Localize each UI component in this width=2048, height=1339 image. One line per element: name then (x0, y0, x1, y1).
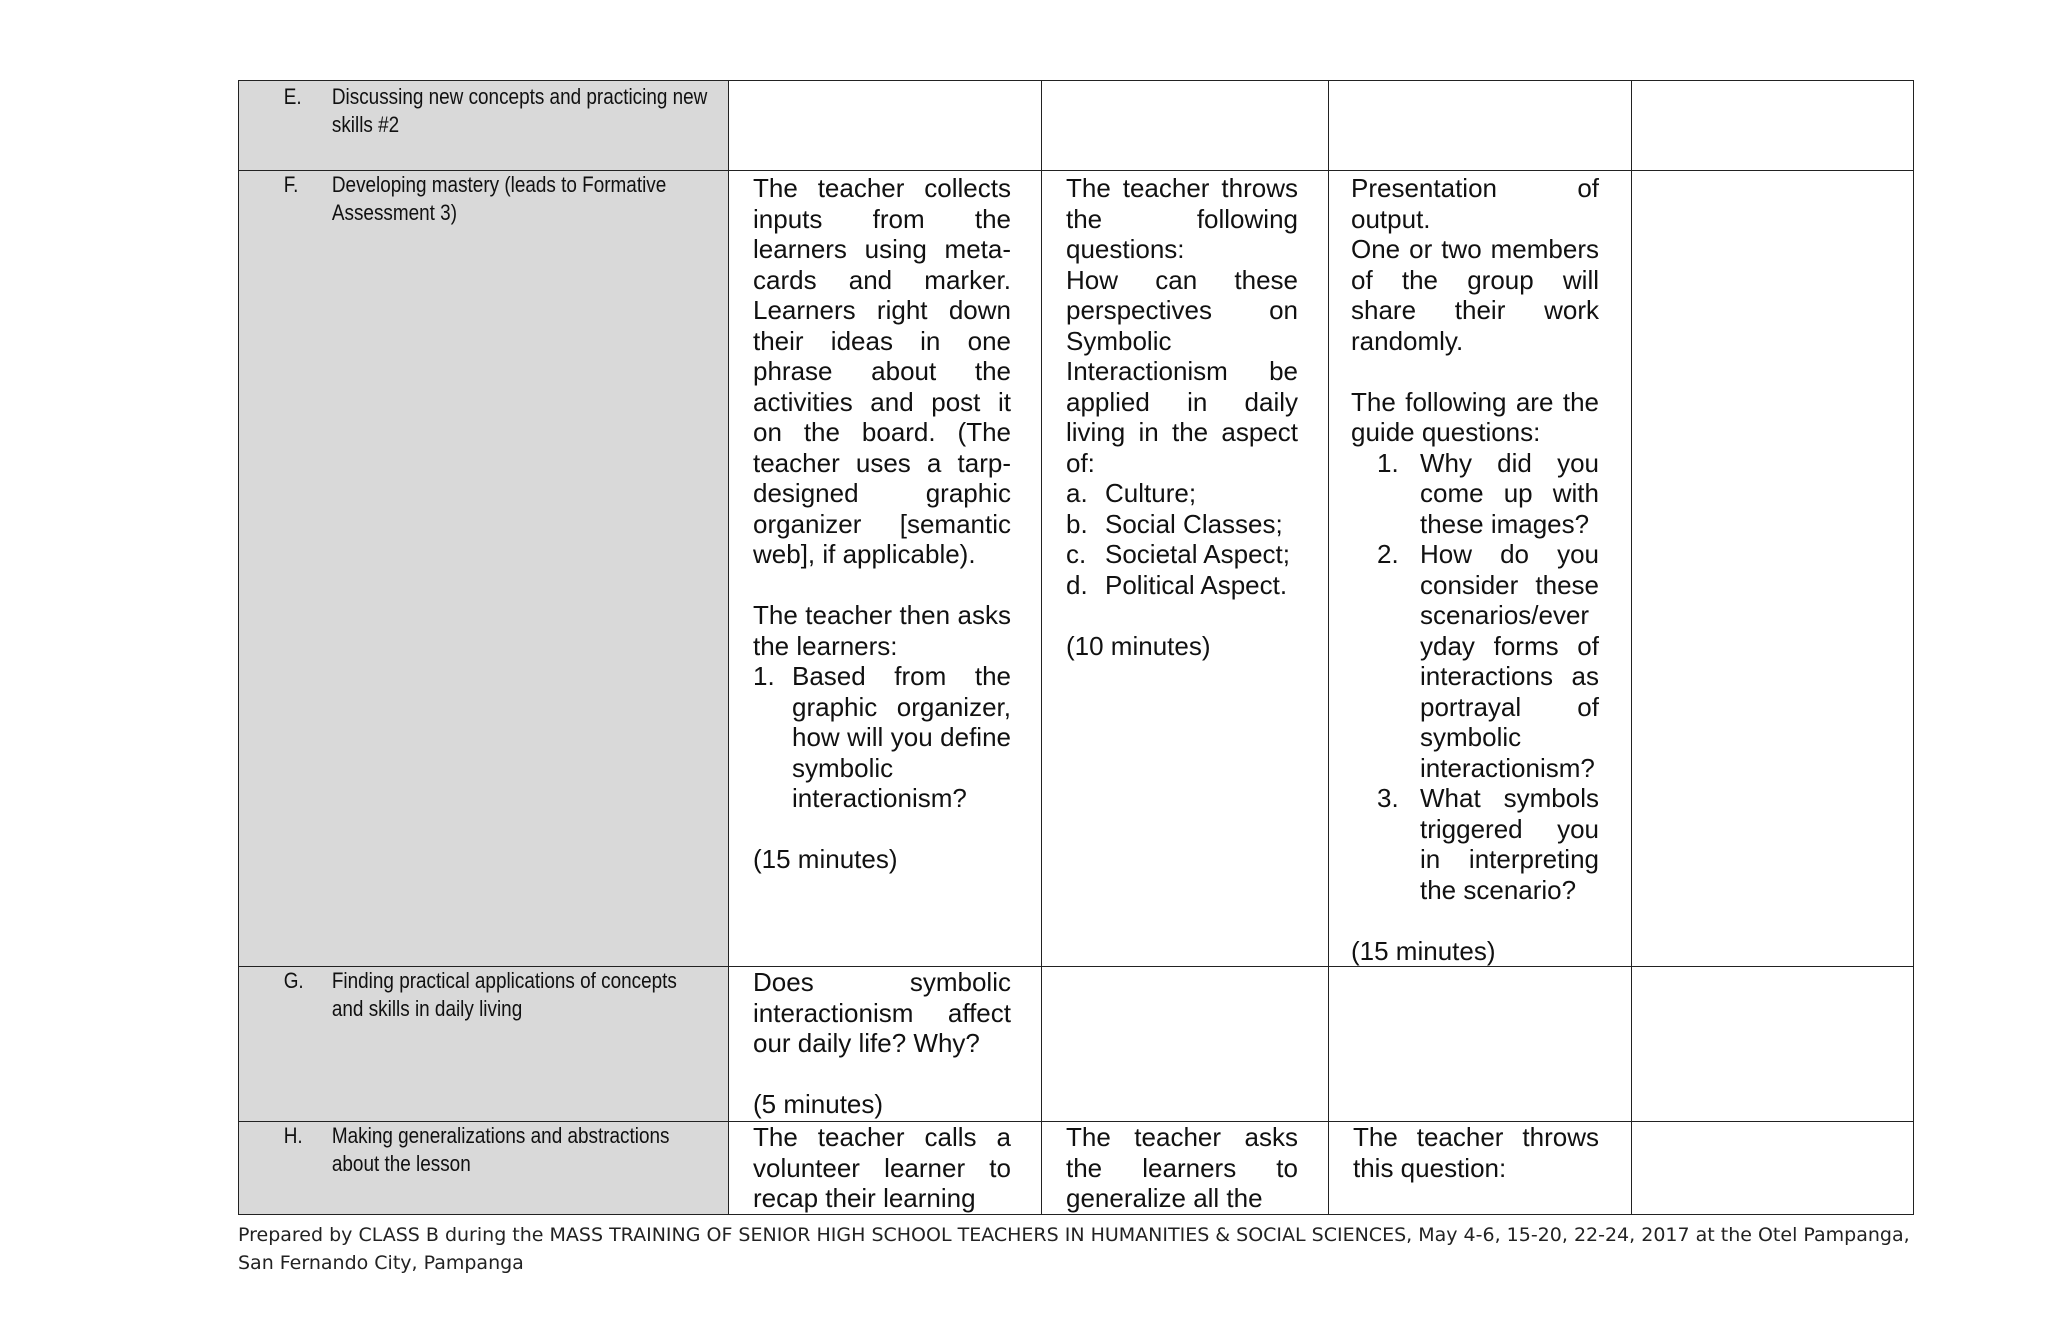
cell-f-4 (1632, 171, 1914, 967)
list-item: 2. How do you consider these scenarios/ever yday forms of interactions as portrayal of symbolic interactionism? (1377, 539, 1599, 783)
list-item: 3. What symbols triggered you in interpreting the scenario? (1377, 783, 1599, 905)
page-footer: Prepared by CLASS B during the MASS TRAINING OF SENIOR HIGH SCHOOL TEACHERS IN HUMANITIES & SOCIAL SCIENCES, May 4-6, 15-20, 22-24, 2017 at the Otel Pampanga, San Fernando City, Pampanga (238, 1224, 1910, 1274)
list-item: a. Culture; (1066, 478, 1197, 508)
cell-g-2 (1042, 967, 1329, 1122)
cell-e-1 (729, 81, 1042, 171)
paragraph: One or two members of the group will share their work randomly. (1351, 234, 1599, 356)
row-g (239, 967, 1914, 1122)
row-f-label-cell (239, 171, 729, 967)
cell-e-2 (1042, 81, 1329, 171)
row-e-label-cell (239, 81, 729, 171)
row-label: Discussing new concepts and practicing new skills #2 (331, 84, 708, 137)
cell-g-3 (1329, 967, 1632, 1122)
list-item: d. Political Aspect. (1066, 569, 1288, 600)
paragraph: The following are the guide questions: (1351, 386, 1599, 447)
paragraph: The teacher calls a volunteer learner to recap their learning (753, 1122, 1011, 1213)
paragraph: Does symbolic interactionism affect our daily life? Why? (753, 967, 1011, 1058)
row-h (239, 1122, 1914, 1215)
paragraph: The teacher throws the following questions: (1066, 173, 1298, 264)
paragraph: The teacher throws this question: (1353, 1122, 1599, 1183)
guide-question-list (1351, 448, 1599, 906)
time-note: (15 minutes) (1351, 935, 1496, 966)
list-item: b. Social Classes; (1066, 508, 1283, 539)
paragraph: How can these perspectives on Symbolic Interactionism be applied in daily living in the aspect of: (1066, 264, 1298, 478)
lesson-plan-table (238, 80, 1914, 1215)
cell-h-3 (1329, 1122, 1632, 1215)
cell-h-4 (1632, 1122, 1914, 1215)
row-letter: H. (283, 1123, 303, 1148)
paragraph: The teacher asks the learners to generalize all the (1066, 1122, 1298, 1213)
cell-f-3 (1329, 171, 1632, 967)
cell-f-1 (729, 171, 1042, 967)
time-note: (15 minutes) (753, 844, 898, 874)
paragraph: The teacher then asks the learners: (753, 600, 1011, 661)
row-f (239, 171, 1914, 967)
cell-h-1 (729, 1122, 1042, 1215)
paragraph: The teacher collects inputs from the learners using meta-cards and marker. Learners right down their ideas in one phrase about the activities and post it on the board. (The teacher uses a tarp-designed graphic organizer [semantic web], if applicable). (753, 173, 1011, 569)
cell-h-2 (1042, 1122, 1329, 1215)
row-label: Finding practical applications of concepts and skills in daily living (331, 968, 677, 1021)
list-item: 1. Why did you come up with these images? (1377, 447, 1599, 539)
row-letter: F. (283, 172, 299, 197)
aspect-list (1066, 478, 1298, 600)
paragraph: Presentation of output. (1351, 173, 1599, 234)
cell-g-4 (1632, 967, 1914, 1122)
list-item: 1. Based from the graphic organizer, how will you define symbolic interactionism? (753, 661, 1011, 813)
cell-g-1 (729, 967, 1042, 1122)
question-list (753, 661, 1011, 814)
row-g-label-cell (239, 967, 729, 1122)
row-h-label-cell (239, 1122, 729, 1215)
row-letter: E. (283, 84, 302, 109)
cell-e-3 (1329, 81, 1632, 171)
row-label: Making generalizations and abstractions about the lesson (331, 1123, 670, 1176)
list-item: c. Societal Aspect; (1066, 539, 1290, 569)
row-letter: G. (283, 968, 304, 993)
time-note: (10 minutes) (1066, 630, 1211, 661)
cell-f-2 (1042, 171, 1329, 967)
row-label: Developing mastery (leads to Formative Assessment 3) (331, 172, 667, 225)
cell-e-4 (1632, 81, 1914, 171)
row-e (239, 81, 1914, 171)
time-note: (5 minutes) (753, 1089, 884, 1119)
